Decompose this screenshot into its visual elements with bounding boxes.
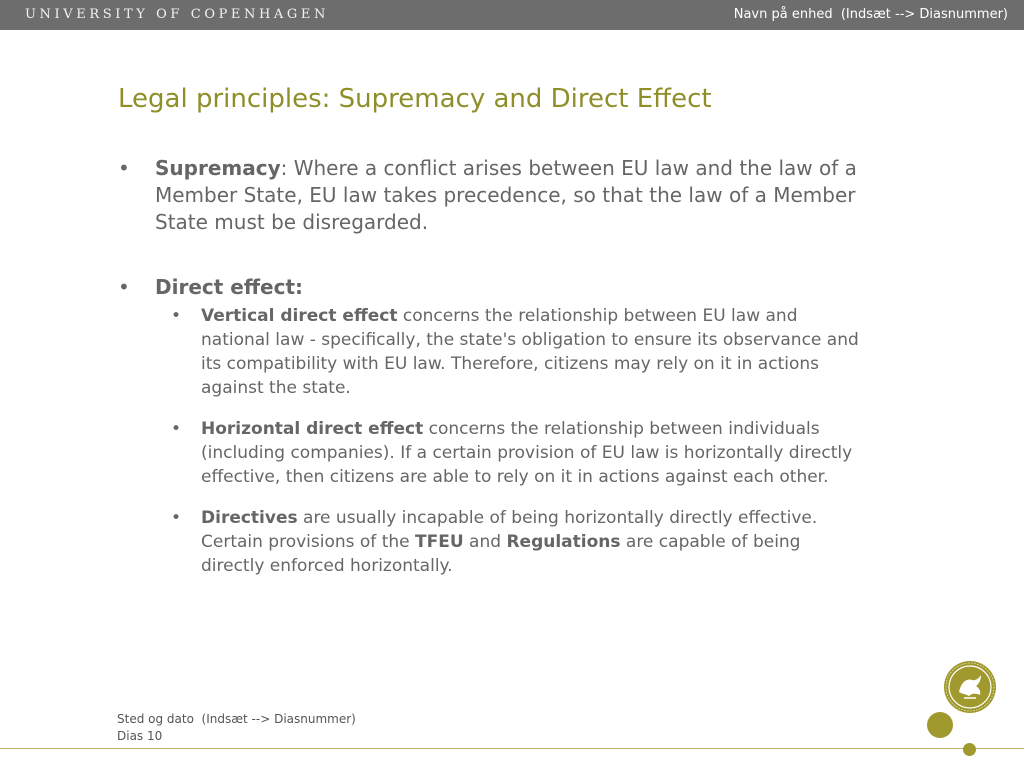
sub-bullet-directives bbox=[171, 506, 861, 578]
footer bbox=[117, 711, 356, 745]
supremacy-text: : Where a conflict arises between EU law and the law of a Member State, EU law takes precedence, so that the law of a Member State must be disregarded. bbox=[155, 156, 857, 234]
term-supremacy: Supremacy bbox=[155, 156, 281, 180]
bullet-dot: • bbox=[118, 275, 130, 299]
directives-text-2: and bbox=[463, 532, 507, 552]
directives-text: are usually incapable of being horizontally directly effective. Certain provisions of the bbox=[201, 508, 818, 552]
term-horizontal: Horizontal direct effect bbox=[201, 419, 424, 439]
header-bar bbox=[0, 0, 1024, 30]
university-name: UNIVERSITY OF COPENHAGEN bbox=[25, 7, 329, 22]
sub-bullet-vertical bbox=[171, 304, 861, 400]
term-tfeu: TFEU bbox=[415, 532, 464, 552]
directives-text-3: are capable of being directly enforced horizontally. bbox=[201, 532, 801, 576]
bullet-supremacy bbox=[118, 155, 878, 236]
term-regulations: Regulations bbox=[506, 532, 621, 552]
decorative-dot-small bbox=[963, 743, 976, 756]
footer-divider bbox=[0, 748, 1024, 749]
vertical-text: concerns the relationship between EU law and national law - specifically, the state's obligation to ensure its observance and its compatibility with EU law. Therefore, citizens may rely on it in actions against the state. bbox=[201, 306, 859, 398]
bullet-dot: • bbox=[171, 419, 182, 439]
footer-slide-number: Dias 10 bbox=[117, 729, 163, 743]
university-seal-icon bbox=[941, 660, 999, 714]
slide-title: Legal principles: Supremacy and Direct Effect bbox=[118, 84, 712, 114]
bullet-dot: • bbox=[118, 156, 130, 180]
decorative-dot-large bbox=[927, 712, 953, 738]
term-direct-effect: Direct effect: bbox=[155, 275, 304, 299]
horizontal-text: concerns the relationship between individuals (including companies). If a certain provision of EU law is horizontally directly effective, then citizens are able to rely on it in actions against each other. bbox=[201, 419, 853, 487]
unit-label: Navn på enhed (Indsæt --> Diasnummer) bbox=[733, 7, 1008, 22]
bullet-dot: • bbox=[171, 306, 182, 326]
bullet-direct-effect bbox=[118, 274, 878, 301]
term-vertical: Vertical direct effect bbox=[201, 306, 398, 326]
sub-bullet-horizontal bbox=[171, 417, 861, 489]
footer-place-date: Sted og dato (Indsæt --> Diasnummer) bbox=[117, 712, 356, 726]
term-directives: Directives bbox=[201, 508, 298, 528]
slide-body bbox=[118, 155, 878, 595]
bullet-dot: • bbox=[171, 508, 182, 528]
